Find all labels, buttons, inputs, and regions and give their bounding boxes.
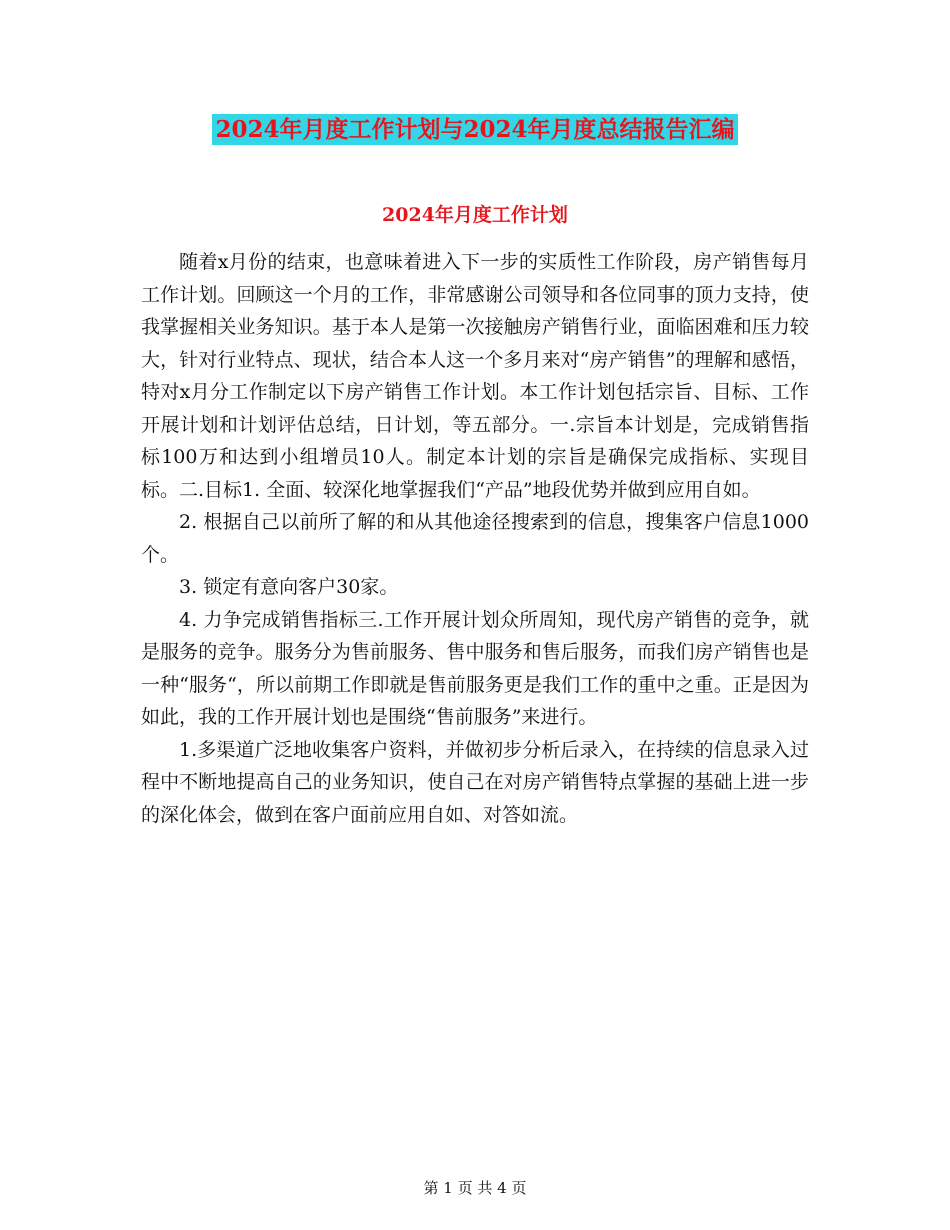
paragraph: 4. 力争完成销售指标三.工作开展计划众所周知，现代房产销售的竞争，就是服务的竞争。服务分为售前服务、售中服务和售后服务，而我们房产销售也是一种“服务“，所以前期工作即就是售前服务更是我们工作的重中之重。正是因为如此，我的工作开展计划也是围绕“售前服务”来进行。 <box>141 608 809 728</box>
section-title: 2024年月度工作计划 <box>382 204 568 226</box>
paragraph: 随着x月份的结束，也意味着进入下一步的实质性工作阶段，房产销售每月工作计划。回顾这一个月的工作，非常感谢公司领导和各位同事的顶力支持，使我掌握相关业务知识。基于本人是第一次接触房产销售行业，面临困难和压力较大，针对行业特点、现状，结合本人这一个多月来对“房产销售”的理解和感悟，特对x月分工作制定以下房产销售工作计划。本工作计划包括宗旨、目标、工作开展计划和计划评估总结，日计划，等五部分。一.宗旨本计划是，完成销售指标100万和达到小组增员10人。制定本计划的宗旨是确保完成指标、实现目标。二.目标1. 全面、较深化地掌握我们“产品”地段优势并做到应用自如。 <box>141 251 809 501</box>
document-main-title: 2024年月度工作计划与2024年月度总结报告汇编 <box>212 114 737 145</box>
paragraph: 2. 根据自己以前所了解的和从其他途径搜索到的信息，搜集客户信息1000个。 <box>141 511 809 566</box>
paragraph: 1.多渠道广泛地收集客户资料，并做初步分析后录入，在持续的信息录入过程中不断地提高自己的业务知识，使自己在对房产销售特点掌握的基础上进一步的深化体会，做到在客户面前应用自如、对答如流。 <box>141 738 809 826</box>
paragraph: 3. 锁定有意向客户30家。 <box>179 576 399 598</box>
page-footer: 第 1 页 共 4 页 <box>423 1179 527 1197</box>
document-title-block <box>0 113 950 147</box>
document-body <box>141 246 809 831</box>
